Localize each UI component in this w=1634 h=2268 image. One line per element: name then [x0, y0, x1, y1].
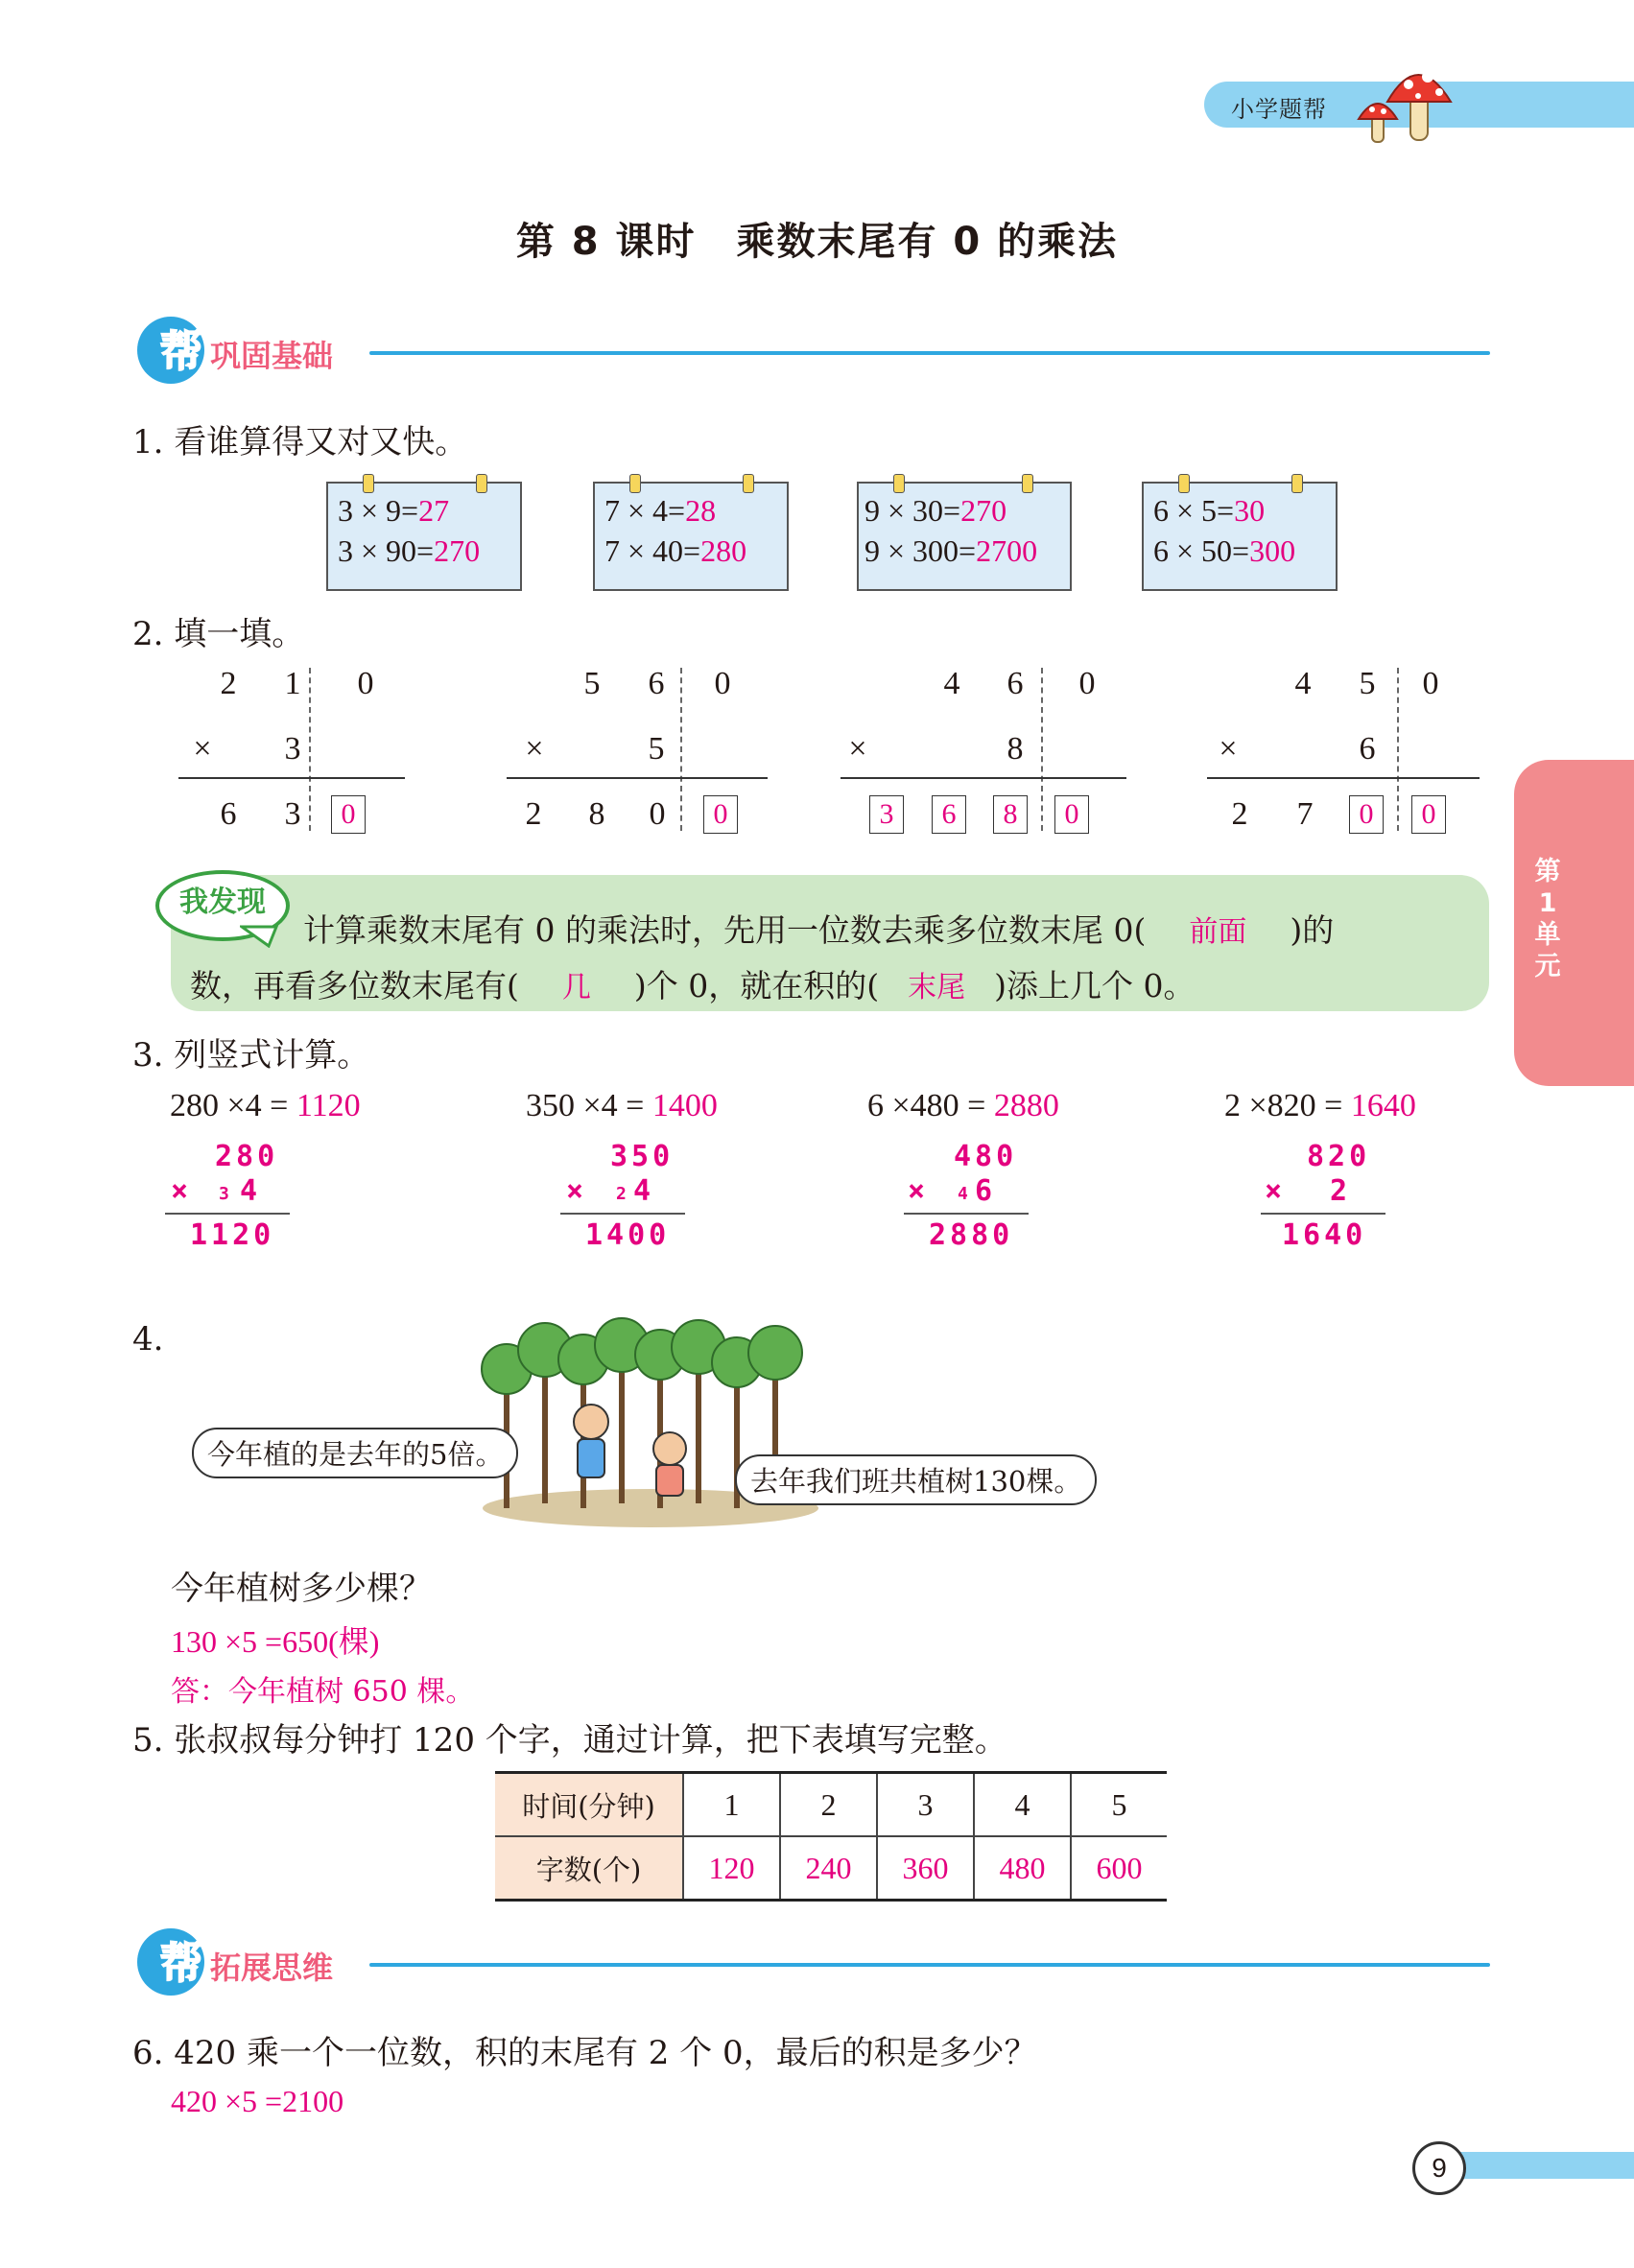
v-mult: 6	[975, 1174, 997, 1208]
card-answer: 30	[1234, 493, 1266, 528]
row-label: 时间(分钟)	[495, 1773, 683, 1837]
digit: 1	[284, 666, 301, 701]
table-cell: 2	[780, 1773, 877, 1837]
discovery-answer-3: 末尾	[908, 971, 966, 1004]
answer-box[interactable]: 0	[703, 795, 738, 834]
card-eq: 7 × 40=	[604, 533, 701, 568]
badge-text: 拓展思维	[210, 1949, 334, 1986]
answer-box[interactable]: 0	[1054, 795, 1089, 834]
discovery-answer-2: 几	[561, 971, 591, 1004]
card-answer: 300	[1249, 533, 1296, 568]
discovery-answer-1: 前面	[1189, 915, 1247, 949]
v-mult: 4	[240, 1174, 262, 1208]
digit: 7	[1296, 796, 1314, 832]
card-answer: 270	[434, 533, 481, 568]
digit: 8	[1006, 731, 1024, 767]
v-line	[560, 1213, 685, 1215]
card-answer: 27	[418, 493, 450, 528]
answer-box[interactable]: 0	[1349, 795, 1384, 834]
v-result: 1400	[585, 1218, 671, 1252]
q3-item-4	[1224, 1088, 1416, 1124]
v-times: ×	[171, 1174, 193, 1208]
v-top: 820	[1307, 1140, 1371, 1173]
card-answer: 280	[700, 533, 747, 568]
section-badge-extend	[137, 1928, 387, 1996]
badge-char: 帮	[160, 1939, 202, 1988]
q5-table	[495, 1771, 1167, 1902]
v-line	[1261, 1213, 1385, 1215]
table-row	[495, 1773, 1167, 1837]
table-cell: 240	[780, 1836, 877, 1901]
q3-answer: 1640	[1350, 1088, 1416, 1123]
digit: 0	[1078, 666, 1096, 701]
q1-card-4	[1142, 482, 1338, 591]
place-divider	[1397, 668, 1399, 831]
q3-expr: 280 ×4 =	[170, 1088, 289, 1123]
discovery-line-1	[303, 906, 1334, 951]
v-mult: 2	[1330, 1174, 1352, 1208]
q3-answer: 1120	[296, 1088, 361, 1123]
digit: 3	[284, 796, 301, 832]
q3-item-3	[867, 1088, 1059, 1124]
badge-char: 帮	[160, 327, 202, 376]
side-tab-char: 1	[1538, 888, 1557, 918]
digit: 3	[284, 731, 301, 767]
digit: 5	[1359, 666, 1376, 701]
digit: 5	[648, 731, 665, 767]
discovery-text: )添上几个 0。	[994, 967, 1196, 1004]
row-label: 字数(个)	[495, 1836, 683, 1901]
v-result: 1640	[1282, 1218, 1367, 1252]
card-eq: 9 × 300=	[864, 533, 977, 568]
card-eq: 3 × 90=	[338, 533, 435, 568]
digit: 2	[525, 796, 542, 832]
q3-answer: 1400	[651, 1088, 718, 1123]
q1-card-2	[593, 482, 789, 591]
v-result: 1120	[190, 1218, 275, 1252]
table-cell: 1	[683, 1773, 780, 1837]
mushroom-icon	[1351, 56, 1466, 147]
digit: 6	[1006, 666, 1024, 701]
digit: 0	[1422, 666, 1439, 701]
table-cell: 4	[974, 1773, 1071, 1837]
q4-answer: 答：今年植树 650 棵。	[171, 1675, 475, 1709]
digit: 6	[1359, 731, 1376, 767]
q6-prompt: 6. 420 乘一个一位数，积的末尾有 2 个 0，最后的积是多少？	[132, 2034, 1037, 2072]
table-cell: 360	[877, 1836, 974, 1901]
place-divider	[1041, 668, 1043, 831]
card-answer: 2700	[976, 533, 1038, 568]
table-cell: 3	[877, 1773, 974, 1837]
header-brand-text: 小学题帮	[1231, 96, 1327, 123]
digit: 0	[714, 666, 731, 701]
q3-item-1	[170, 1088, 361, 1124]
unit-side-tab-label	[1528, 856, 1567, 982]
q4-number: 4.	[132, 1320, 164, 1358]
side-tab-char: 第	[1534, 857, 1561, 886]
speech-bubble-left: 今年植的是去年的5倍。	[192, 1428, 518, 1478]
v-mult: 4	[633, 1174, 655, 1208]
table-cell: 120	[683, 1836, 780, 1901]
v-carry: 2	[616, 1184, 630, 1204]
q5-prompt: 5. 张叔叔每分钟打 120 个字，通过计算，把下表填写完整。	[132, 1721, 1007, 1760]
digit: 0	[649, 796, 666, 832]
section-rule-extend	[369, 1963, 1490, 1967]
discovery-text: )个 0，就在积的(	[633, 967, 880, 1004]
table-cell: 480	[974, 1836, 1071, 1901]
v-times: ×	[1265, 1174, 1287, 1208]
discovery-text: 计算乘数末尾有 0 的乘法时，先用一位数去乘多位数末尾 0(	[303, 911, 1147, 949]
q3-expr: 2 ×820 =	[1224, 1088, 1343, 1123]
digit: 2	[1231, 796, 1248, 832]
digit: 5	[583, 666, 601, 701]
q3-item-2	[526, 1088, 718, 1124]
card-eq: 7 × 4=	[604, 493, 686, 528]
q1-card-3	[857, 482, 1072, 591]
page-title: 第 8 课时 乘数末尾有 0 的乘法	[515, 220, 1119, 264]
v-line	[904, 1213, 1029, 1215]
discovery-badge: 我发现	[155, 870, 290, 941]
answer-box[interactable]: 0	[331, 795, 366, 834]
times-sign: ×	[193, 731, 212, 767]
digit: 4	[1294, 666, 1312, 701]
result-line	[1207, 777, 1480, 779]
place-divider	[309, 668, 311, 831]
q6-answer: 420 ×5 =2100	[171, 2084, 344, 2118]
side-tab-char: 单	[1534, 920, 1561, 950]
discovery-text: )的	[1290, 911, 1335, 949]
table-cell: 5	[1071, 1773, 1167, 1837]
times-sign: ×	[1219, 731, 1238, 767]
section-rule-basic	[369, 351, 1490, 355]
q1-prompt: 1. 看谁算得又对又快。	[132, 423, 468, 461]
badge-text: 巩固基础	[210, 338, 334, 374]
q1-card-1	[326, 482, 522, 591]
result-line	[178, 777, 405, 779]
card-eq: 3 × 9=	[338, 493, 419, 528]
answer-box[interactable]: 6	[932, 795, 966, 834]
discovery-text: 数，再看多位数末尾有(	[190, 967, 519, 1004]
q3-expr: 350 ×4 =	[526, 1088, 645, 1123]
q3-prompt: 3. 列竖式计算。	[132, 1036, 370, 1075]
card-answer: 28	[685, 493, 717, 528]
v-times: ×	[566, 1174, 588, 1208]
v-top: 280	[215, 1140, 279, 1173]
q3-answer: 2880	[993, 1088, 1059, 1123]
table-row	[495, 1836, 1167, 1901]
digit: 4	[943, 666, 960, 701]
page-number: 9	[1412, 2141, 1466, 2195]
q4-question: 今年植树多少棵？	[171, 1570, 432, 1608]
digit: 8	[588, 796, 605, 832]
page-number-bar	[1447, 2152, 1634, 2179]
digit: 2	[220, 666, 237, 701]
v-result: 2880	[929, 1218, 1014, 1252]
card-eq: 9 × 30=	[864, 493, 961, 528]
digit: 6	[220, 796, 237, 832]
card-answer: 270	[960, 493, 1007, 528]
place-divider	[680, 668, 682, 831]
result-line	[841, 777, 1126, 779]
discovery-line-2	[190, 961, 1195, 1006]
v-line	[165, 1213, 290, 1215]
digit: 0	[357, 666, 374, 701]
q3-expr: 6 ×480 =	[867, 1088, 986, 1123]
answer-box[interactable]: 3	[869, 795, 904, 834]
speech-bubble-right: 去年我们班共植树130棵。	[735, 1454, 1097, 1505]
v-top: 350	[610, 1140, 675, 1173]
section-badge-basic	[137, 317, 387, 384]
answer-box[interactable]: 0	[1411, 795, 1446, 834]
answer-box[interactable]: 8	[993, 795, 1028, 834]
speech-tail-icon	[240, 925, 278, 948]
card-eq: 6 × 5=	[1153, 493, 1235, 528]
q2-prompt: 2. 填一填。	[132, 615, 305, 653]
q4-solution: 130 ×5 =650(棵)	[171, 1624, 380, 1659]
card-eq: 6 × 50=	[1153, 533, 1250, 568]
v-times: ×	[908, 1174, 930, 1208]
table-cell: 600	[1071, 1836, 1167, 1901]
times-sign: ×	[525, 731, 544, 767]
v-carry: 3	[219, 1184, 233, 1204]
digit: 6	[648, 666, 665, 701]
result-line	[507, 777, 768, 779]
times-sign: ×	[848, 731, 867, 767]
v-carry: 4	[958, 1184, 972, 1204]
v-top: 480	[954, 1140, 1018, 1173]
side-tab-char: 元	[1534, 952, 1561, 981]
